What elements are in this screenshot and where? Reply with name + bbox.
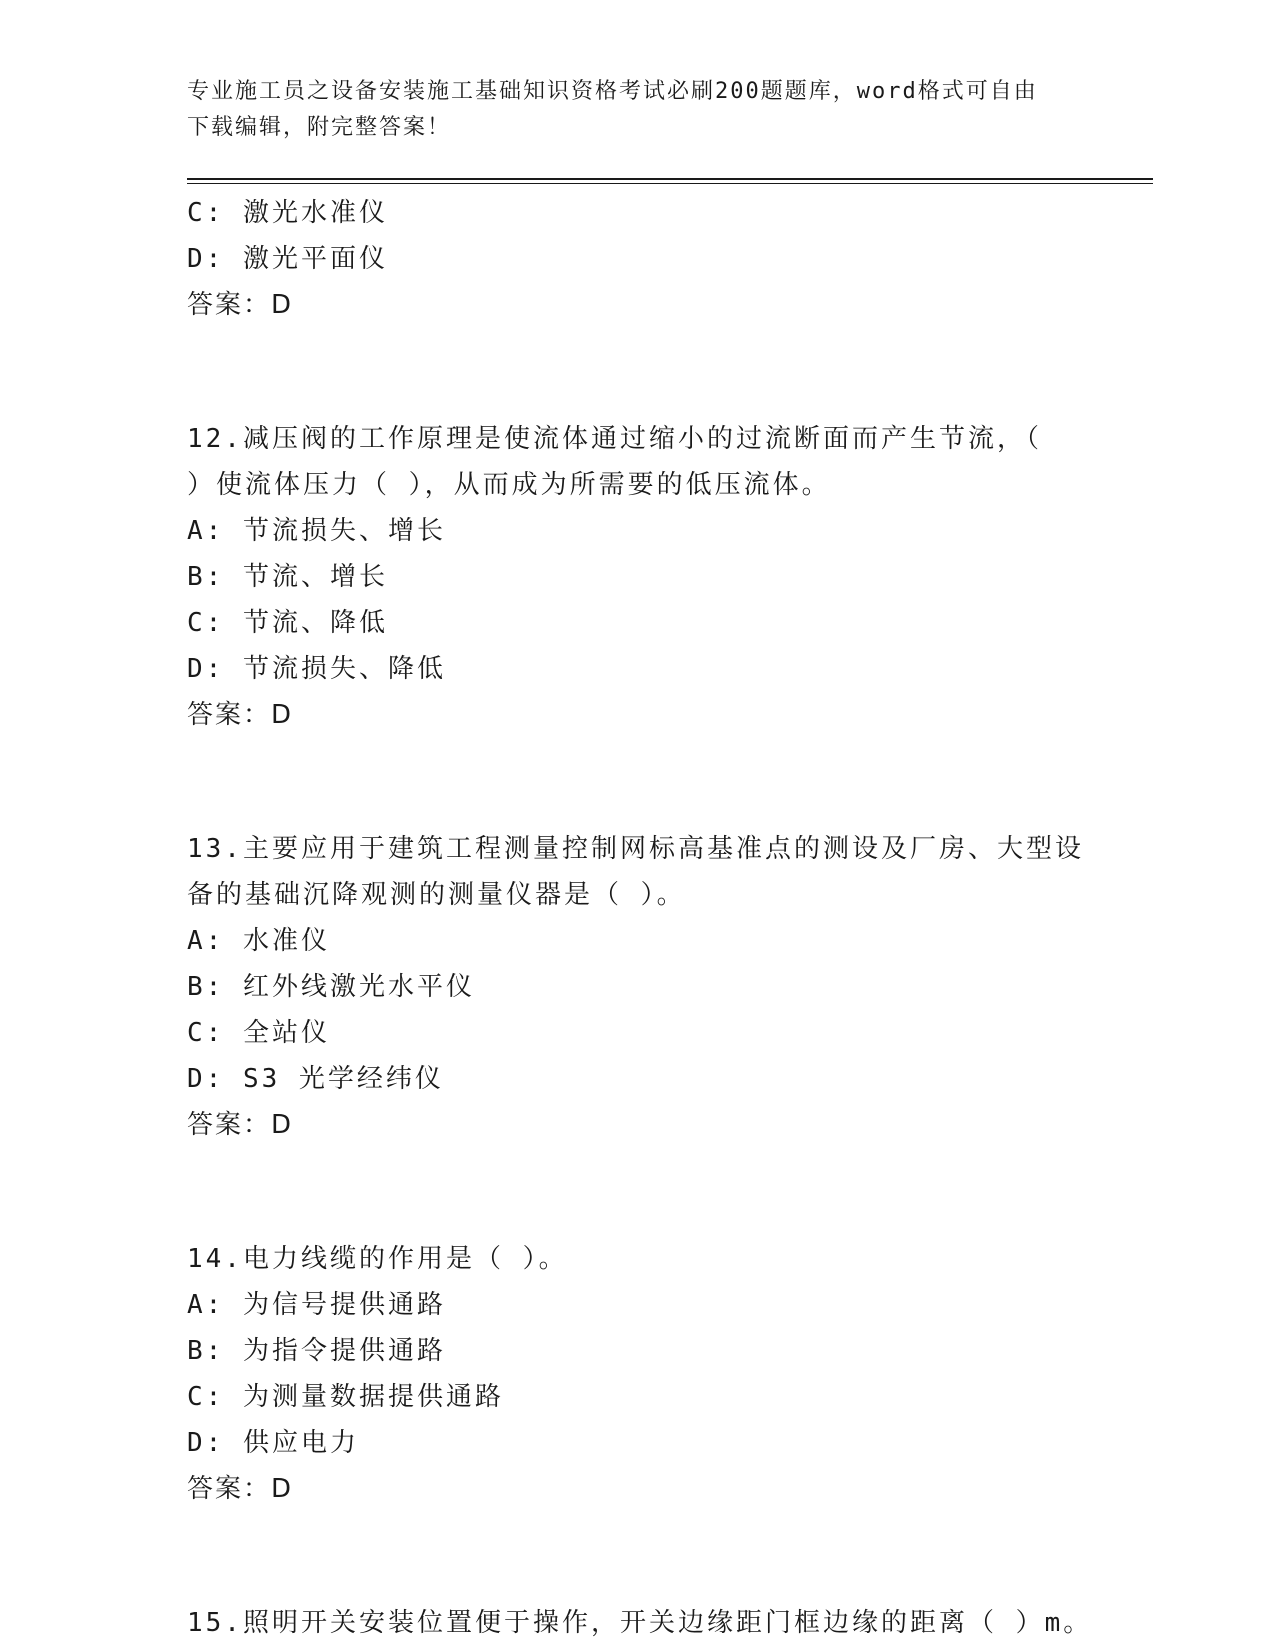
spacer xyxy=(187,328,1087,416)
option-d: D: 供应电力 xyxy=(187,1428,359,1458)
option-a: A: 为信号提供通路 xyxy=(187,1290,446,1320)
option-c: C: 全站仪 xyxy=(187,1018,330,1048)
question-12 xyxy=(187,416,1087,738)
option-d: D: 激光平面仪 xyxy=(187,244,388,274)
document-header xyxy=(187,74,1087,146)
option-d: D: 节流损失、降低 xyxy=(187,654,446,684)
option-c: C: 节流、降低 xyxy=(187,608,388,638)
header-divider xyxy=(187,178,1153,180)
spacer xyxy=(187,1148,1087,1236)
option-b: B: 节流、增长 xyxy=(187,562,388,592)
header-line-1: 专业施工员之设备安装施工基础知识资格考试必刷200题题库，word格式可自由 xyxy=(187,79,1038,104)
option-c: C: 为测量数据提供通路 xyxy=(187,1382,504,1412)
question-stem: 12.减压阀的工作原理是使流体通过缩小的过流断面而产生节流，（ xyxy=(187,424,1042,454)
answer-line: 答案：D xyxy=(187,700,294,730)
question-stem: 13.主要应用于建筑工程测量控制网标高基准点的测设及厂房、大型设 xyxy=(187,834,1084,864)
header-line-2: 下载编辑，附完整答案！ xyxy=(187,115,452,140)
option-a: A: 节流损失、增长 xyxy=(187,516,446,546)
option-a: A: 水准仪 xyxy=(187,926,330,956)
answer-line: 答案：D xyxy=(187,1474,294,1504)
question-stem: 备的基础沉降观测的测量仪器是（ ）。 xyxy=(187,880,686,910)
question-14 xyxy=(187,1236,1087,1512)
answer-line: 答案：D xyxy=(187,290,294,320)
question-list xyxy=(187,190,1093,1646)
question-stem: 15.照明开关安装位置便于操作，开关边缘距门框边缘的距离（ ）m。 xyxy=(187,1608,1093,1638)
option-b: B: 为指令提供通路 xyxy=(187,1336,446,1366)
header-divider-thin xyxy=(187,183,1153,184)
option-d: D: S3 光学经纬仪 xyxy=(187,1064,444,1094)
question-11-tail xyxy=(187,190,1087,328)
question-stem: 14.电力线缆的作用是（ ）。 xyxy=(187,1244,568,1274)
question-stem: ）使流体压力（ ），从而成为所需要的低压流体。 xyxy=(187,470,831,500)
spacer xyxy=(187,738,1087,826)
answer-line: 答案：D xyxy=(187,1110,294,1140)
option-c: C: 激光水准仪 xyxy=(187,198,388,228)
question-13 xyxy=(187,826,1087,1148)
spacer xyxy=(187,1512,1087,1600)
question-15 xyxy=(187,1600,1093,1646)
option-b: B: 红外线激光水平仪 xyxy=(187,972,475,1002)
